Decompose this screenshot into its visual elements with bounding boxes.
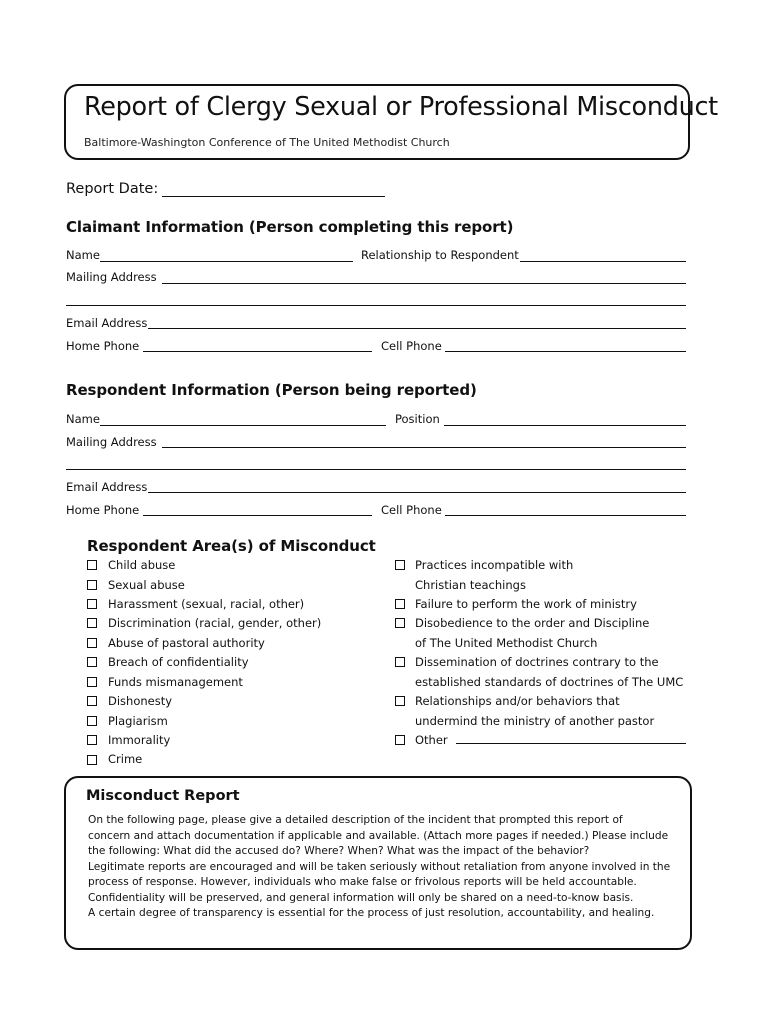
checkbox-label-continued: undermind the ministry of another pastor — [415, 714, 655, 728]
claimant-home-phone-label: Home Phone — [66, 339, 140, 353]
checkbox-relationships-behaviors[interactable] — [395, 696, 405, 706]
checkbox-crime[interactable] — [87, 755, 97, 765]
respondent-home-phone-field[interactable] — [143, 515, 372, 516]
report-text-line: the following: What did the accused do? Where? When? What was the impact of the behavior? — [88, 845, 590, 857]
checkbox-label: Discrimination (racial, gender, other) — [108, 616, 322, 630]
page-subtitle: Baltimore-Washington Conference of The United Methodist Church — [84, 136, 450, 149]
checkbox-other[interactable] — [395, 735, 405, 745]
claimant-email-field[interactable] — [148, 328, 686, 329]
respondent-home-phone-label: Home Phone — [66, 503, 140, 517]
checkbox-label-continued: of The United Methodist Church — [415, 636, 598, 650]
respondent-name-label: Name — [66, 412, 100, 426]
checkbox-label-continued: Christian teachings — [415, 578, 526, 592]
checkbox-label: Sexual abuse — [108, 578, 185, 592]
claimant-email-label: Email Address — [66, 316, 148, 330]
claimant-cell-phone-field[interactable] — [445, 351, 686, 352]
checkbox-disobedience[interactable] — [395, 618, 405, 628]
areas-heading: Respondent Area(s) of Misconduct — [87, 537, 376, 555]
respondent-mailing-label: Mailing Address — [66, 435, 157, 449]
respondent-name-field[interactable] — [100, 425, 386, 426]
checkbox-immorality[interactable] — [87, 735, 97, 745]
checkbox-label: Crime — [108, 752, 143, 766]
other-field[interactable] — [456, 743, 686, 744]
checkbox-label: Child abuse — [108, 558, 176, 572]
checkbox-label: Harassment (sexual, racial, other) — [108, 597, 305, 611]
checkbox-funds-mismanagement[interactable] — [87, 677, 97, 687]
checkbox-label: Relationships and/or behaviors that — [415, 694, 620, 708]
respondent-mailing-field[interactable] — [162, 447, 686, 448]
checkbox-label: Breach of confidentiality — [108, 655, 249, 669]
checkbox-label: Abuse of pastoral authority — [108, 636, 265, 650]
checkbox-plagiarism[interactable] — [87, 716, 97, 726]
respondent-position-field[interactable] — [444, 425, 686, 426]
checkbox-label-continued: established standards of doctrines of The UMC — [415, 675, 684, 689]
checkbox-child-abuse[interactable] — [87, 560, 97, 570]
respondent-email-field[interactable] — [148, 492, 686, 493]
claimant-name-field[interactable] — [100, 261, 353, 262]
claimant-relationship-field[interactable] — [520, 261, 686, 262]
checkbox-failure-to-perform[interactable] — [395, 599, 405, 609]
page-title: Report of Clergy Sexual or Professional Misconduct — [84, 92, 718, 122]
report-text-line: Legitimate reports are encouraged and will be taken seriously without retaliation from anyone involved in the — [88, 860, 671, 873]
checkbox-label: Failure to perform the work of ministry — [415, 597, 637, 611]
claimant-mailing-field[interactable] — [162, 283, 686, 284]
checkbox-label: Disobedience to the order and Discipline — [415, 616, 650, 630]
report-date-field[interactable] — [162, 196, 385, 197]
checkbox-label: Plagiarism — [108, 714, 168, 728]
checkbox-label: Funds mismanagement — [108, 675, 243, 689]
checkbox-dishonesty[interactable] — [87, 696, 97, 706]
misconduct-report-body — [88, 813, 692, 922]
checkbox-label: Other — [415, 733, 448, 747]
checkbox-label: Practices incompatible with — [415, 558, 574, 572]
respondent-email-label: Email Address — [66, 480, 148, 494]
report-text-line: On the following page, please give a detailed description of the incident that prompted this report of — [88, 814, 623, 826]
claimant-mailing-label: Mailing Address — [66, 270, 157, 284]
claimant-name-label: Name — [66, 248, 100, 262]
respondent-cell-phone-label: Cell Phone — [381, 503, 442, 517]
checkbox-harassment[interactable] — [87, 599, 97, 609]
claimant-relationship-label: Relationship to Respondent — [361, 248, 519, 262]
claimant-cell-phone-label: Cell Phone — [381, 339, 442, 353]
respondent-cell-phone-field[interactable] — [445, 515, 686, 516]
report-text-line: Confidentiality will be preserved, and general information will only be shared on a need-to-know basis. — [88, 891, 634, 904]
report-text-line: process of response. However, individuals who make false or frivolous reports will be held accountable. — [88, 876, 637, 888]
respondent-mailing-field-2[interactable] — [66, 469, 686, 470]
report-text-line: concern and attach documentation if applicable and available. (Attach more pages if needed.) Please include — [88, 829, 669, 842]
misconduct-report-box — [64, 776, 692, 950]
checkbox-abuse-of-pastoral-authority[interactable] — [87, 638, 97, 648]
claimant-heading: Claimant Information (Person completing this report) — [66, 218, 514, 236]
checkbox-label: Dissemination of doctrines contrary to the — [415, 655, 659, 669]
misconduct-report-title: Misconduct Report — [86, 788, 240, 804]
checkbox-breach-of-confidentiality[interactable] — [87, 657, 97, 667]
claimant-mailing-field-2[interactable] — [66, 305, 686, 306]
checkbox-dissemination-of-doctrines[interactable] — [395, 657, 405, 667]
respondent-position-label: Position — [395, 412, 440, 426]
header-box — [64, 84, 718, 160]
checkbox-discrimination[interactable] — [87, 618, 97, 628]
checkbox-sexual-abuse[interactable] — [87, 580, 97, 590]
report-text-line: A certain degree of transparency is essential for the process of just resolution, accountability, and healing. — [88, 907, 655, 919]
respondent-heading: Respondent Information (Person being reported) — [66, 381, 477, 399]
checkbox-label: Dishonesty — [108, 694, 173, 708]
report-date-label: Report Date: — [66, 181, 159, 197]
checkbox-practices-incompatible[interactable] — [395, 560, 405, 570]
checkbox-label: Immorality — [108, 733, 171, 747]
claimant-home-phone-field[interactable] — [143, 351, 372, 352]
